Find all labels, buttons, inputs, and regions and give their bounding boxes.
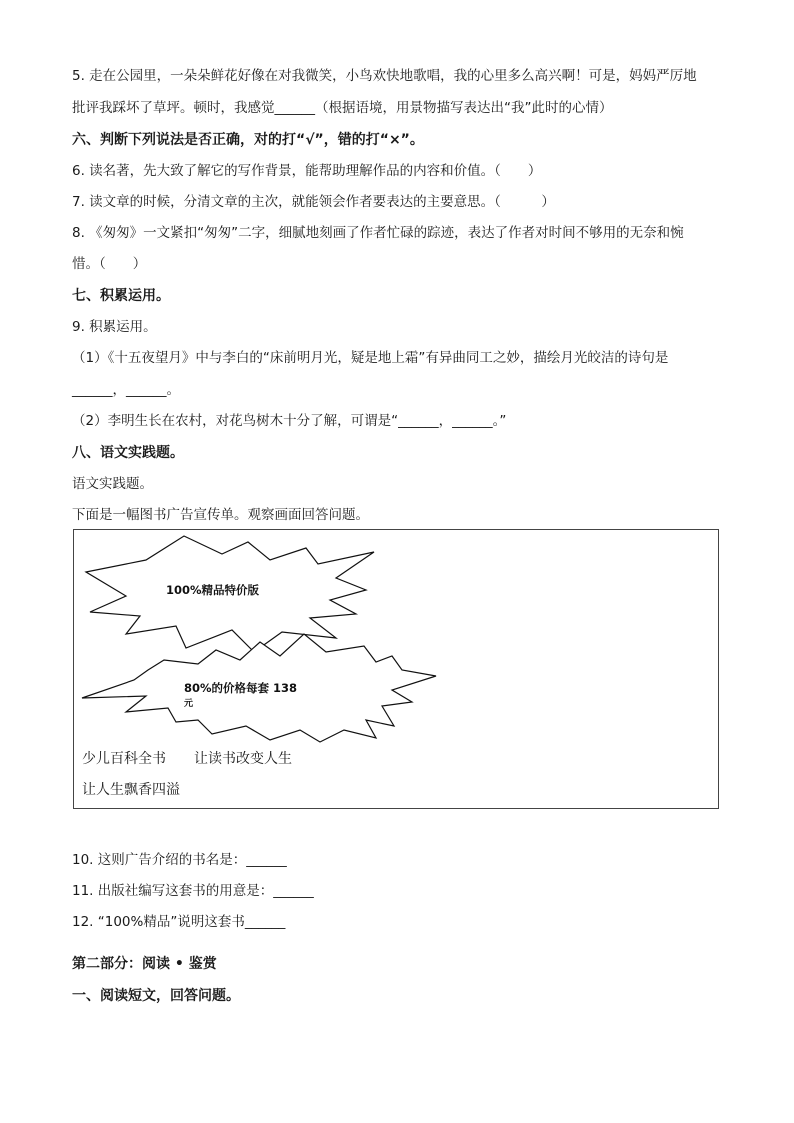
ad-instruction: 下面是一幅图书广告宣传单。观察画面回答问题。 [72,507,369,523]
ad-slogan-1: 让读书改变人生 [194,751,292,767]
ad-slogan-2: 让人生飘香四溢 [82,782,180,798]
section-6-heading: 六、判断下列说法是否正确，对的打“√”，错的打“×”。 [72,132,424,148]
practice-intro: 语文实践题。 [72,476,153,492]
section-7-heading: 七、积累运用。 [72,288,170,304]
question-8-line-1: 8. 《匆匆》一文紧扣“匆匆”二字，细腻地刻画了作者忙碌的踪迹，表达了作者对时间不够用的无奈和惋 [72,225,684,241]
question-5-line-2: 批评我踩坏了草坪。顿时，我感觉______（根据语境，用景物描写表达出“我”此时的心情） [72,100,613,116]
question-8-line-2: 惜。（ ） [72,256,147,272]
question-11: 11. 出版社编写这套书的用意是：______ [72,883,314,899]
section-8-heading: 八、语文实践题。 [72,445,184,461]
part-2-heading: 第二部分：阅读 • 鉴赏 [72,956,217,972]
burst-2-text-line-2: 元 [184,699,194,709]
book-ad-flyer [73,529,719,809]
question-9-1-line-1: （1）《十五夜望月》中与李白的“床前明月光，疑是地上霜”有异曲同工之妙，描绘月光皎洁的诗句是 [72,350,669,366]
burst-2-text-line-1: 80%的价格每套 138 [184,681,298,695]
question-9-1-line-2: ______，______。 [72,382,180,398]
question-5-line-1: 5. 走在公园里，一朵朵鲜花好像在对我微笑，小鸟欢快地歌唱，我的心里多么高兴啊！可是，妈妈严厉地 [72,68,697,84]
question-7: 7. 读文章的时候，分清文章的主次，就能领会作者要表达的主要意思。（ ） [72,194,555,210]
ad-book-title: 少儿百科全书 [82,751,166,767]
part-2-section-1-heading: 一、阅读短文，回答问题。 [72,988,240,1004]
question-9-2: （2）李明生长在农村，对花鸟树木十分了解，可谓是“______，______。” [72,413,507,429]
ad-slogan-row-1 [82,749,292,769]
question-6: 6. 读名著，先大致了解它的写作背景，能帮助理解作品的内容和价值。（ ） [72,163,542,179]
burst-1-text: 100%精品特价版 [166,583,260,597]
question-9: 9. 积累运用。 [72,319,157,335]
question-10: 10. 这则广告介绍的书名是：______ [72,852,287,868]
question-12: 12. “100%精品”说明这套书______ [72,914,286,930]
